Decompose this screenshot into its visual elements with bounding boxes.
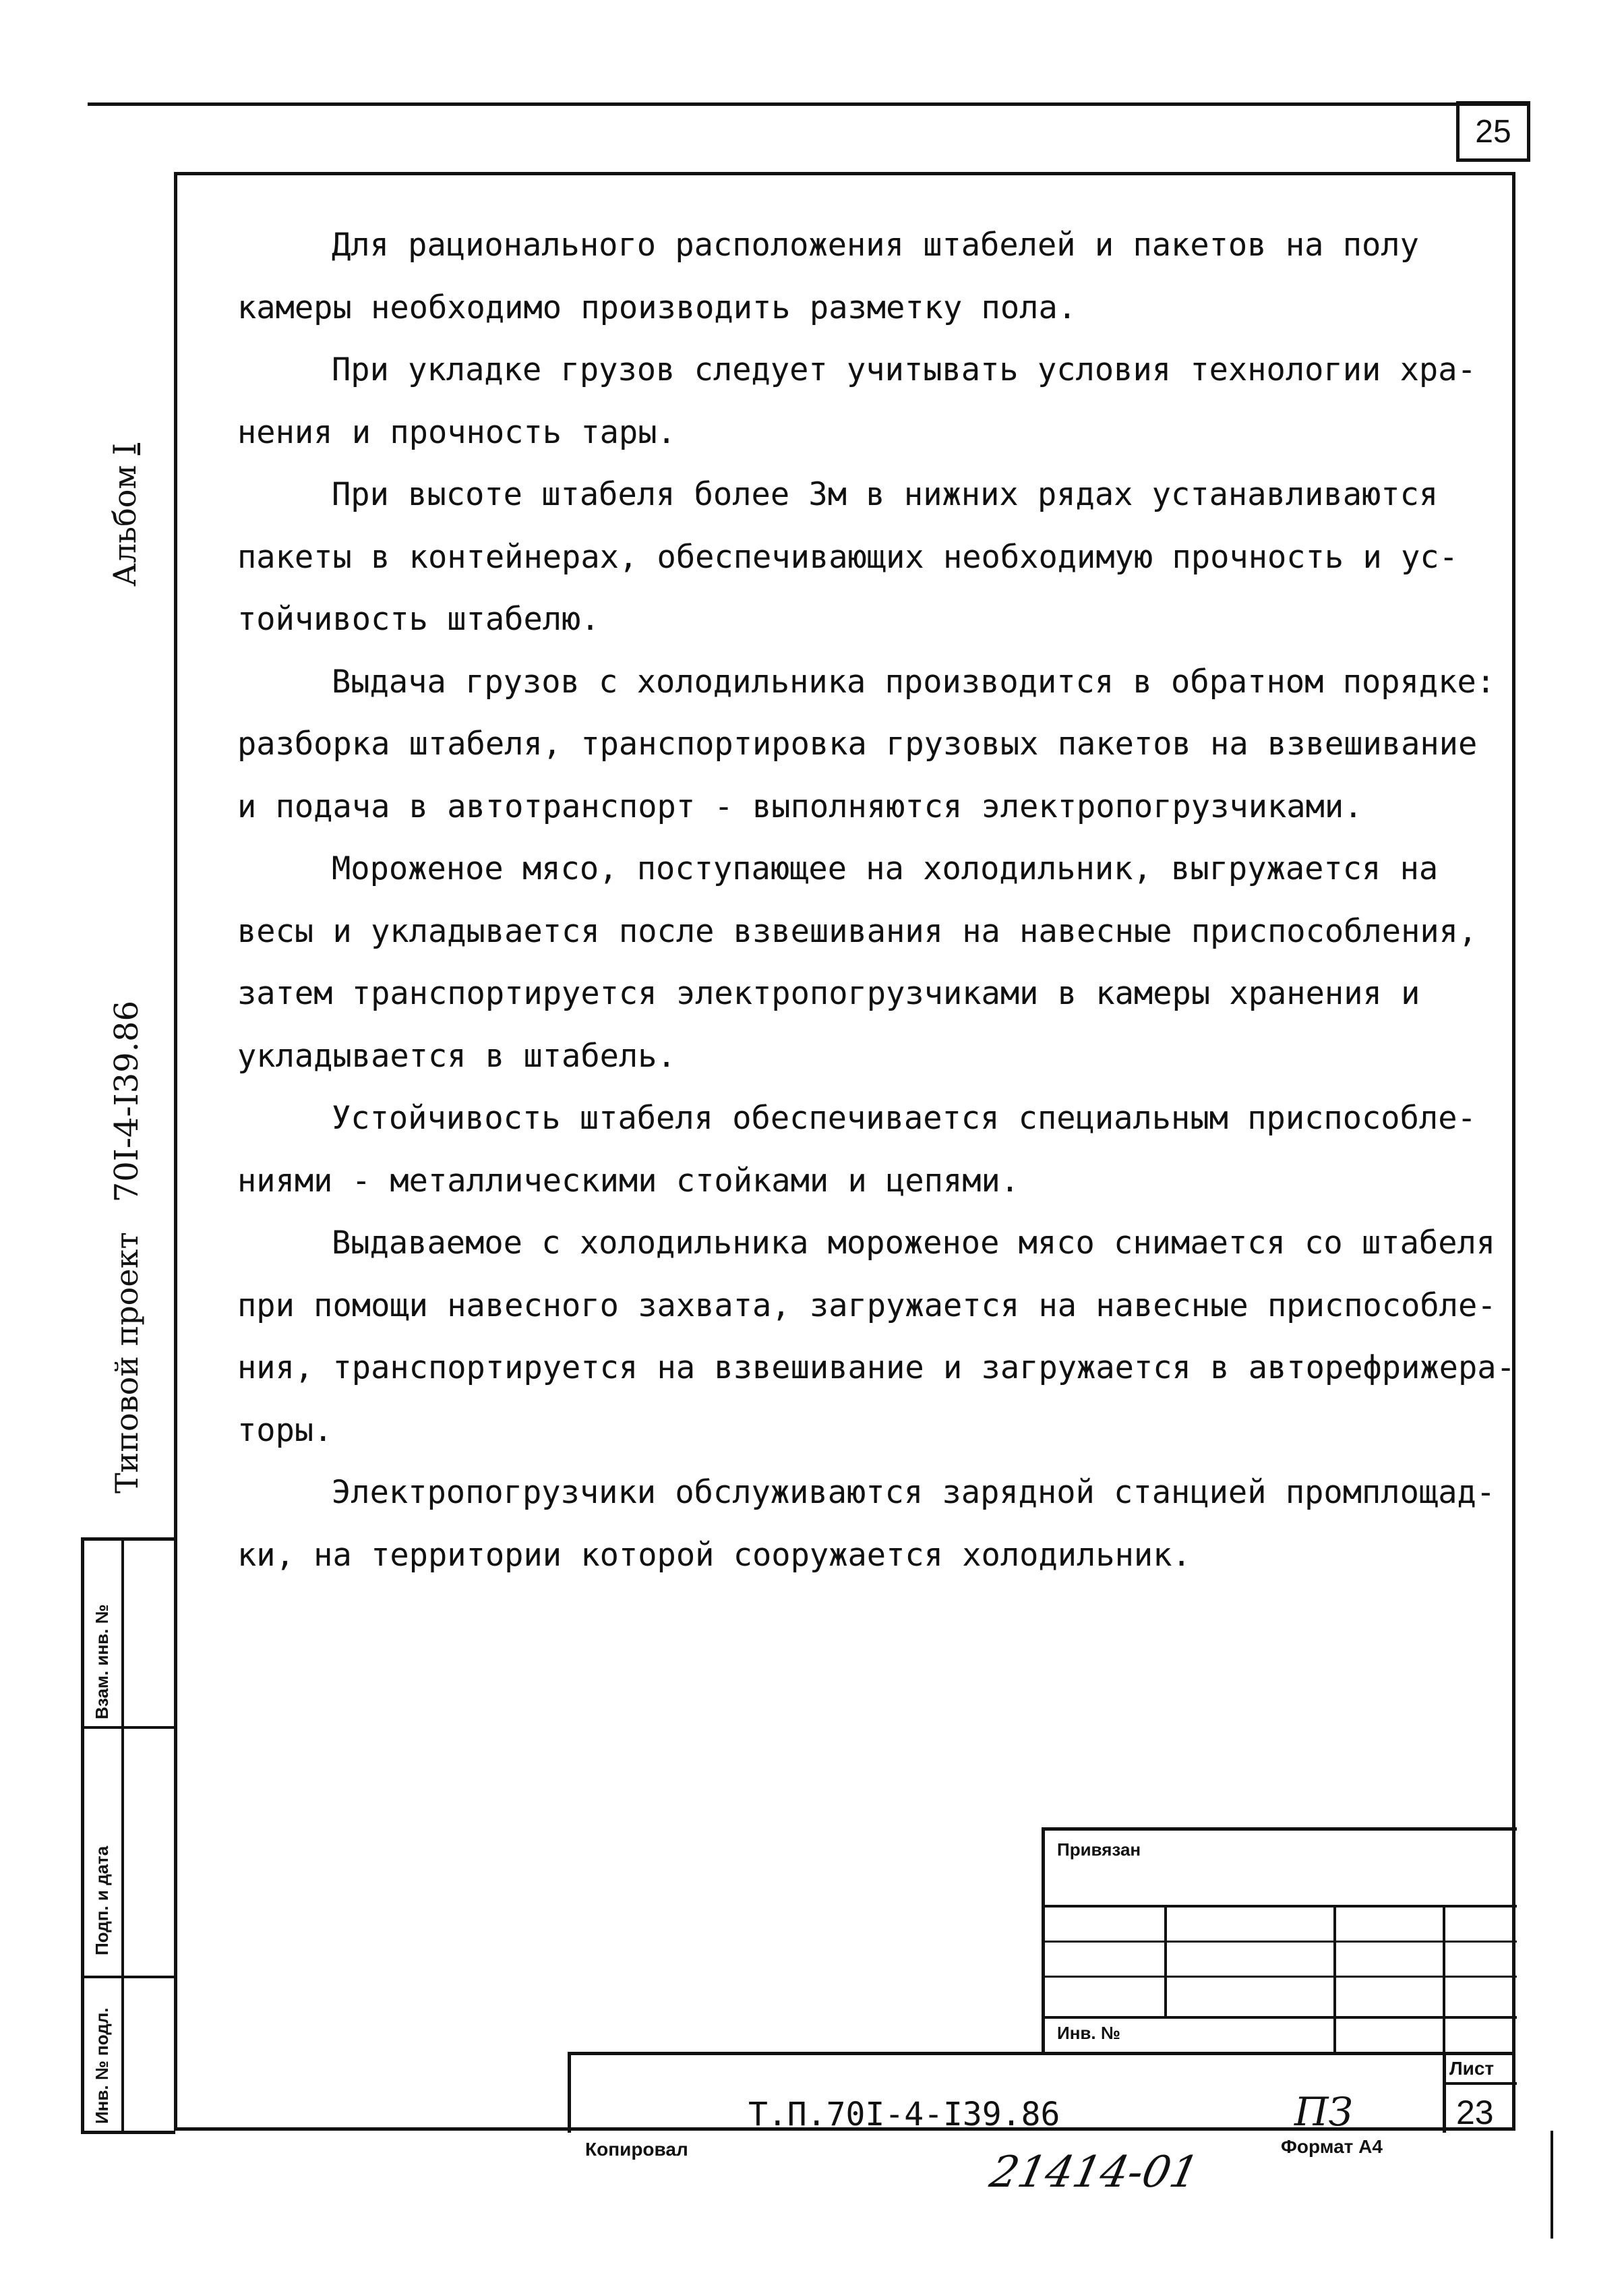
stamp-row-2 xyxy=(81,1976,175,1978)
stamp-bottom xyxy=(81,2131,175,2134)
album-label: Альбом I xyxy=(107,442,143,587)
tb-priv-col3 xyxy=(1443,1905,1445,2053)
body-line: пакеты в контейнерах, обеспечивающих необходимую прочность и ус- xyxy=(237,538,1458,576)
format-label: Формат А4 xyxy=(1281,2136,1383,2157)
sheet-number: 23 xyxy=(1456,2094,1494,2131)
tb-sheet-col xyxy=(1443,2052,1446,2133)
privyazan-label: Привязан xyxy=(1057,1839,1141,1860)
stamp-row-1 xyxy=(81,1726,175,1729)
body-line: ния, транспортируется на взвешивание и загружается в авторефрижера- xyxy=(237,1349,1515,1386)
body-line: камеры необходимо производить разметку пола. xyxy=(237,289,1077,326)
sidebar-field-inv: Инв. № подл. xyxy=(92,2007,112,2124)
body-line: ки, на территории которой сооружается холодильник. xyxy=(237,1536,1191,1574)
project-code: 70I-4-I39.86 xyxy=(108,1000,146,1203)
tb-main-top xyxy=(568,2052,1515,2055)
body-line: Электропогрузчики обслуживаются зарядной станцией промплощад- xyxy=(332,1474,1496,1511)
stamp-divider xyxy=(121,1537,124,2134)
tb-priv-row4 xyxy=(1042,2016,1517,2019)
body-line: Выдаваемое с холодильника мороженое мясо снимается со штабеля xyxy=(332,1224,1496,1262)
inv-label: Инв. № xyxy=(1057,2023,1120,2043)
body-line: Выдача грузов с холодильника производится в обратном порядке: xyxy=(332,663,1496,701)
sidebar-field-podp: Подп. и дата xyxy=(92,1845,112,1955)
body-line: торы. xyxy=(237,1411,333,1449)
page-number: 25 xyxy=(1456,101,1530,162)
tb-priv-row2 xyxy=(1042,1941,1517,1943)
body-line: затем транспортируется электропогрузчиками в камеры хранения и xyxy=(237,975,1420,1012)
tb-priv-col2 xyxy=(1333,1905,1336,2053)
right-edge-line xyxy=(1551,2131,1553,2239)
tb-priv-top xyxy=(1042,1827,1517,1831)
body-line: весы и укладывается после взвешивания на навесные приспособления, xyxy=(237,912,1478,950)
sheet-label: Лист xyxy=(1449,2058,1495,2079)
body-line: при помощи навесного захвата, загружается на навесные приспособле- xyxy=(237,1287,1497,1324)
body-line: укладывается в штабель. xyxy=(237,1037,676,1075)
stamp-top xyxy=(81,1537,175,1541)
body-line: и подача в автотранспорт - выполняются электропогрузчиками. xyxy=(237,788,1363,825)
section-code: ПЗ xyxy=(1294,2089,1353,2135)
top-rule xyxy=(88,102,1530,106)
tb-main-left xyxy=(568,2052,571,2133)
sidebar-field-vzam: Взам. инв. № xyxy=(92,1604,112,1719)
body-line: разборка штабеля, транспортировка грузовых пакетов на взвешивание xyxy=(237,726,1478,763)
body-line: При высоте штабеля более 3м в нижних рядах устанавливаются xyxy=(332,476,1439,513)
body-line: тойчивость штабелю. xyxy=(237,601,600,638)
tb-sheet-row xyxy=(1443,2082,1517,2085)
handwritten-number: 21414-01 xyxy=(986,2148,1203,2197)
stamp-left-edge xyxy=(81,1537,84,2134)
body-line: При укладке грузов следует учитывать условия технологии хра- xyxy=(332,351,1476,388)
copied-label: Копировал xyxy=(585,2139,688,2160)
tb-priv-col1 xyxy=(1164,1905,1167,2016)
body-line: Для рационального расположения штабелей и пакетов на полу xyxy=(332,227,1419,264)
project-label: Типовой проект 70I-4-I39.86 xyxy=(108,1000,146,1494)
document-code: Т.П.70I-4-I39.86 xyxy=(748,2096,1060,2133)
body-line: ниями - металлическими стойками и цепями. xyxy=(237,1162,1020,1200)
tb-priv-row1 xyxy=(1042,1905,1517,1908)
body-line: Мороженое мясо, поступающее на холодильник, выгружается на xyxy=(332,850,1439,887)
body-line: нения и прочность тары. xyxy=(237,413,676,451)
album-number: I xyxy=(107,442,143,456)
body-line: Устойчивость штабеля обеспечивается специальным приспособле- xyxy=(332,1100,1476,1137)
tb-priv-row3 xyxy=(1042,1976,1517,1978)
body-text xyxy=(237,214,1515,1587)
